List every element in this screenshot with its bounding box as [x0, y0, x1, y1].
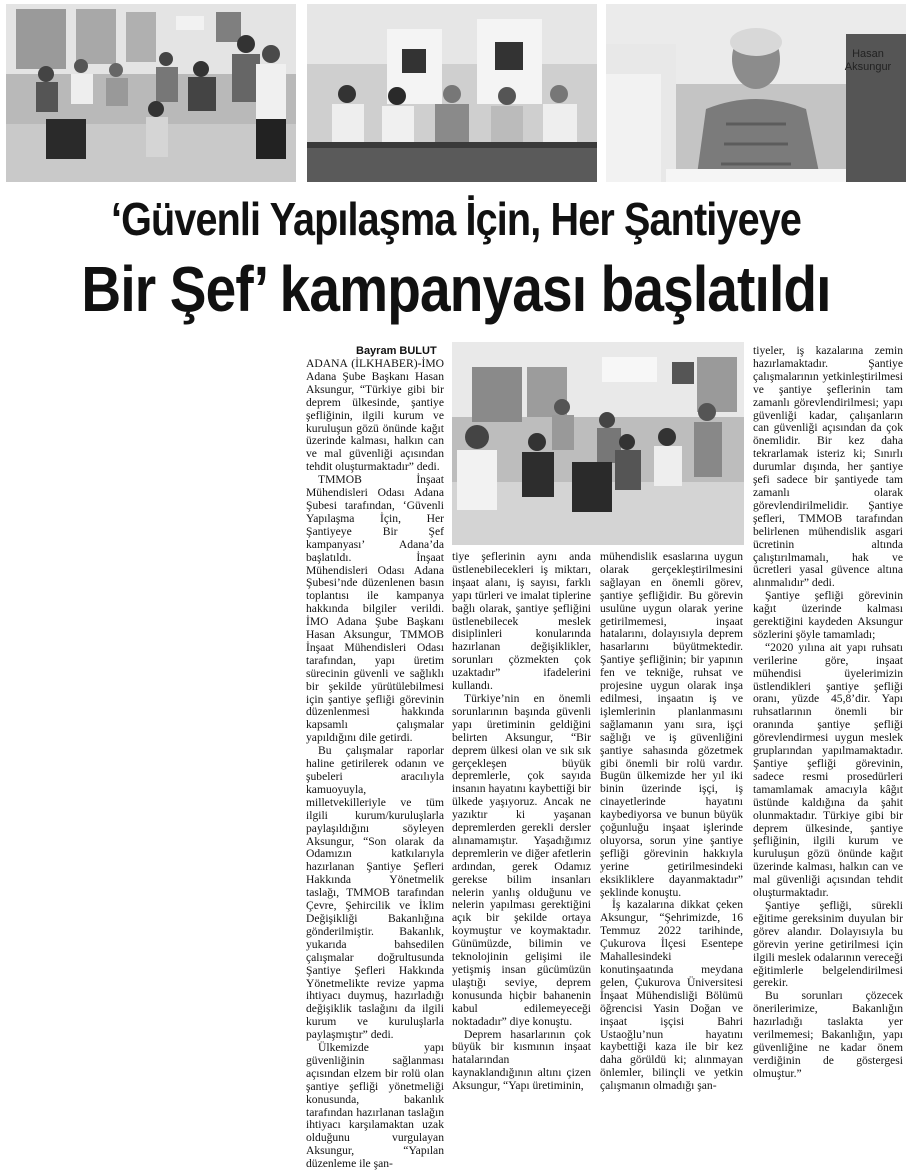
- paragraph: “2020 yılına ait yapı ruhsatı verilerine göre, inşaat mühendisi üyelerimizin üstlendikleri şantiye şefliği oranı, yüzde 45,8’dir. Yapı ruhsatlarının önemli bir oranında şantiye şefliği görevlendirmesi uygun meslek gruplarından yapılmamaktadır. Şantiye şefliği görevinin, sadece resmi prosedürleri tamamlamak amacıyla kâğıt üstünde kaldığına da şahit olunmaktadır. Türkiye gibi bir deprem ülkesinde, şantiye şefliğinin, ilgili kurum ve kuruluşun gözü önünde kağıt üzerinde kalması, halkın can ve mal güvenliği açısından tehdit oluşturmaktadır.: [753, 640, 903, 900]
- paragraph: Ülkemizde yapı güvenliğinin sağlanması açısından elzem bir rolü olan şantiye şefliği yönetmeliği konusunda, bakanlık tarafından hazırlanan taslağın ihtiyacı karşılamaktan uzak olduğunu vurgulayan Aksungur, “Yapılan düzenleme ile şan-: [306, 1041, 444, 1171]
- column-1: [306, 358, 444, 1171]
- byline: Bayram BULUT: [356, 345, 437, 357]
- paragraph: TMMOB İnşaat Mühendisleri Odası Adana Şubesi tarafından, ‘Güvenli Yapılaşma İçin, Her Şantiyeye Bir Şef kampanyası’ Adana’da başlatıldı. İnşaat Mühendisleri Odası Adana Şubesi’nde düzenlenen basın toplantısı ile kampanya hakkında bilgiler verildi. İMO Adana Şube Başkanı Hasan Aksungur, TMMOB İnşaat Mühendisleri Odası tarafından, yapı üretim sürecinin güvenli ve sağlıklı bir şekilde yürütülebilmesi için şantiye şefliği görevinin düzenlenmesi hakkında kapsamlı çalışmalar yapıldığını dile getirdi.: [306, 473, 444, 745]
- paragraph: Bu çalışmalar raporlar haline getirilerek odanın ve şubeleri aracılıyla kamuoyuyla, milletvekilleriyle ve tüm ilgili kurum/kuruluşlarla paylaşıldığını söyleyen Aksungur, “Son olarak da Odamızın katkılarıyla hazırlanan Şantiye Şefleri Hakkında Yönetmelik taslağı, TMMOB tarafından Çevre, Şehircilik ve İklim Değişikliği Bakanlığına gönderilmiştir. Bakanlık, yukarıda bahsedilen çalışmalar doğrultusunda Şantiye Şefleri Hakkında Yönetmelikte revize yapma ihtiyacı duymuş, hazırladığı değişiklik taslağını da ilgili kurum ve kuruluşlarla paylaşmıştır” dedi.: [306, 744, 444, 1042]
- paragraph: Deprem hasarlarının çok büyük bir kısmının inşaat hatalarından kaynaklandığının altını çizen Aksungur, “Yapı üretiminin,: [452, 1027, 591, 1093]
- photo-portrait: [606, 4, 906, 182]
- paragraph: tiye şeflerinin aynı anda üstlenebilecekleri iş miktarı, inşaat alanı, iş sayısı, farklı yapı türleri ve imalat tiplerine bağlı olarak, şantiye şefliğini üstlenebilecek meslek disiplinleri konularında hazırlanan değişiklikler, sorunları çözmekten çok uzaktadır” ifadelerini kullandı.: [452, 550, 591, 693]
- photo-caption: Hasan Aksungur: [844, 48, 892, 73]
- photo-audience: [6, 4, 296, 182]
- headline-line-2: Bir Şef’ kampanyası başlatıldı: [81, 253, 831, 325]
- paragraph: İş kazalarına dikkat çeken Aksungur, “Şehrimizde, 16 Temmuz 2022 tarihinde, Çukurova İlçesi Esentepe Mahallesindeki konutinşaatında meydana gelen, Çukurova Üniversitesi İnşaat Mühendisliği Bölümü öğrencisi Yasin Doğan ve inşaat işçisi Bahri Ustaoğlu’nun hayatını kaybettiği kaza ile bir kez daha görüldü ki; alınmayan önlemler, bilinçli ve yetkin çalışmanın olmadığı şan-: [600, 898, 743, 1093]
- column-2: [452, 551, 591, 1093]
- column-4: [753, 345, 903, 1081]
- column-3: [600, 551, 743, 1093]
- paragraph: mühendislik esaslarına uygun olarak gerçekleştirilmesini sağlayan en önemli görev, şantiye şefliğidir. Bu görevin usulüne uygun olarak yerine getirilmemesi, inşaat hatalarını, dolayısıyla deprem hasarlarını büyütmektedir. Şantiye şefliğinin; bir yapının fen ve tekniğe, ruhsat ve projesine uygun olarak inşa edilmesi, inşaatın iş ve işlemlerinin planlanmasını sağlamanın yanı sıra, işçi sağlığı ve iş güvenliğini şantiye sahasında gözetmek gibi önemli bir rolü vardır. Bugün ülkemizde her yıl iki binin üzerinde işçi, iş cinayetlerinde hayatını kaybediyorsa ve bunun büyük çoğunluğu inşaat işlerinde oluyorsa, sorun yine şantiye şefliği görevinin hakkıyla yerine getirilmesindeki eksikliklere dayanmaktadır” şeklinde konuştu.: [600, 550, 743, 899]
- paragraph: Şantiye şefliği görevinin kağıt üzerinde kalması gerektiğini kaydeden Aksungur sözlerini şöyle tamamladı;: [753, 589, 903, 641]
- photo-audience-inline: [452, 342, 744, 545]
- paragraph: Bu sorunları çözecek önerilerimize, Bakanlığın hazırladığı taslakta yer verilmemesi; Bakanlığın, yapı güvenliğine ne kadar önem verdiğinin de göstergesi olmuştur.”: [753, 989, 903, 1080]
- paragraph: tiyeler, iş kazalarına zemin hazırlamaktadır. Şantiye çalışmalarının yetkinleştirilmesi ve şantiye şeflerinin tam zamanlı görevlendirilmesi; yapı güvenliği kadar, çalışanların can güvenliği açısından da çok önemlidir. Bir kez daha tekrarlamak isteriz ki; Sınırlı durumlar dışında, her şantiye şefi sadece bir şantiyede tam zamanlı olarak görevlendirilmelidir. Şantiye şefleri, TMMOB tarafından belirlenen mühendislik asgari ücretinin altında çalıştırılmamalı, hak ve ücretleri yasal güvence altına alınmalıdır” dedi.: [753, 344, 903, 590]
- headline-line-1: ‘Güvenli Yapılaşma İçin, Her Şantiyeye: [110, 193, 802, 245]
- paragraph: Şantiye şefliği, sürekli eğitime gereksinim duyulan bir görev alandır. Dolayısıyla bu görevin yerine getirilmesi için ilgili meslek odalarının vereceği eğitimlerle belgelendirilmesi gerekir.: [753, 898, 903, 990]
- paragraph: ADANA (İLKHABER)-İMO Adana Şube Başkanı Hasan Aksungur, “Türkiye gibi bir deprem ülkesinde, şantiye şefliğinin, ilgili kurum ve kuruluşun gözü önünde kağıt üzerinde kalması, halkın can ve mal güvenliği açısından tehdit oluşturmaktadır” dedi.: [306, 357, 444, 474]
- paragraph: Türkiye’nin en önemli sorunlarının başında güvenli yapı üretiminin geldiğini belirten Aksungur, “Bir deprem ülkesi olan ve sık sık gerçekleşen büyük depremlerle, çok sayıda insanın hayatını kaybettiği bir ülkede yaşıyoruz. Ancak ne yazıktır ki yaşanan depremlerden gerekli dersler alınamamıştır. Yaşadığımız depremlerin ve diğer afetlerin ardından, gerek Odamız gerekse bilim insanları nelerin yanlış olduğunu ve nelerin yapılması gerektiğini açık bir şekilde ortaya koymuştur ve koymaktadır. Günümüzde, bilimin ve teknolojinin gelişimi ile yetişmiş insan gücümüzün ulaştığı seviye, deprem konusunda hiçbir bahanenin kabul edilemeyeceği noktadadır” diye konuştu.: [452, 691, 591, 1028]
- photo-press-conference: [307, 4, 597, 182]
